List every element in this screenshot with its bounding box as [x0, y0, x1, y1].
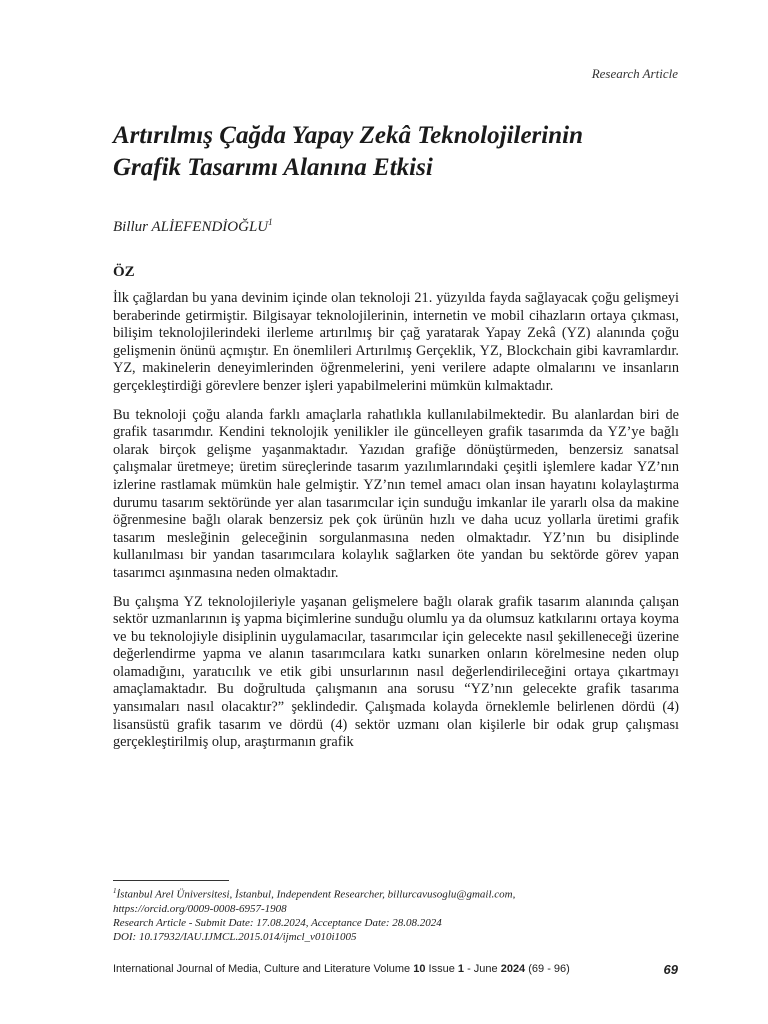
- article-type-label: Research Article: [591, 66, 678, 81]
- author: [113, 217, 273, 236]
- footnotes: [113, 884, 679, 944]
- abstract-paragraph-2: Bu teknoloji çoğu alanda farklı amaçlarla rahatlıkla kullanılabilmektedir. Bu alanlardan biri de grafik tasarımdır. Kendini teknolojik yenilikler ile güncelleyen grafik tasarımda da YZ’ye bağlı olarak birçok gelişme yaşanmaktadır. Yazıdan grafiğe dönüştürmeden, benzersiz sanatsal çalışmalar üretmeye; üretim süreçlerinde tasarım yazılımlarındaki çeşitli işlemlere kadar YZ’nın izlerine rastlamak mümkün hale gelmiştir. YZ’nın temel amacı olan insan hayatını kolaylaştırma durumu tasarım sektöründe yer alan tasarımcılar için sunduğu imkanlar ile yararlı olsa da makine öğrenmesine bağlı olarak benzersiz pek çok ürünün hızlı ve daha ucuz yollarla üretimi grafik tasarım mesleğinin geleceğinin sorgulanmasına neden olmaktadır. YZ’nın bu disiplinde kullanılması bir yandan tasarımcılara kolaylık sağlarken öte yandan bu sektörde görev yapan tasarımcı aşınmasına neden olmaktadır.: [113, 406, 679, 581]
- author-footnote-marker: 1: [268, 217, 273, 227]
- footer-issue: 1: [457, 963, 465, 975]
- abstract-paragraph-1: İlk çağlardan bu yana devinim içinde olan teknoloji 21. yüzyılda fayda sağlayacak çoğu gelişmeyi beraberinde getirmiştir. Bilgisayar teknolojilerinin, internetin ve mobil cihazların ortaya çıkması, bilişim teknolojilerindeki ilerleme artırılmış bir çağ yaratarak Yapay Zekâ (YZ) alanında çoğu gelişmenin önünü açmıştır. En önemlileri Artırılmış Gerçeklik, YZ, Blockchain gibi kavramlardır. YZ, makinelerin deneyimlerinden öğrenmelerini, yeni verilere adapte olmalarını ve insanların gerçekleştirdiği görevlere benzer işleri yapabilmelerini mümkün kılmaktadır.: [113, 290, 679, 394]
- footnote-doi: DOI: 10.17932/IAU.IJMCL.2015.014/ijmcl_v010i1005: [113, 931, 357, 944]
- footer-year: 2024: [500, 963, 526, 975]
- title-line-2: Grafik Tasarımı Alanına Etkisi: [113, 154, 433, 181]
- title-line-1: Artırılmış Çağda Yapay Zekâ Teknolojilerinin: [113, 122, 583, 149]
- paper-title: [113, 120, 673, 184]
- footer-pages: (69 - 96): [525, 963, 570, 975]
- abstract-paragraph-3: Bu çalışma YZ teknolojileriyle yaşanan gelişmelere bağlı olarak grafik tasarım alanında çalışan sektör uzmanlarının iş yapma biçimlerine sunduğu olumlu ya da olumsuz katkılarını ortaya koyma ve bu teknolojiyle disiplinin uygulamacılar, tasarımcılar için gelecekte nasıl şekilleneceği üzerine değerlendirme yapma ve alanın tasarımcılara katkı sunarken onların körelmesine neden olup olamadığını, yaratıcılık ve etik gibi unsurlarının nasıl değerlendirileceğini ortaya çıkartmayı amaçlamaktadır. Bu doğrultuda çalışmanın ana sorusu “YZ’nın gelecekte grafik tasarıma yansımaları nasıl olacaktır?” şeklindedir. Çalışmada kolayda örneklemle belirlenen dördü (4) lisansüstü grafik tasarım ve dördü (4) sektör uzmanı olan kişilerle bir odak grup çalışması gerçekleştirilmiş olup, araştırmanın grafik: [113, 593, 679, 751]
- abstract-body: [113, 290, 679, 763]
- author-name: Billur ALİEFENDİOĞLU: [113, 219, 269, 235]
- footnote-orcid: https://orcid.org/0009-0008-6957-1908: [113, 902, 287, 915]
- footnote-marker: 1: [113, 887, 117, 895]
- footnote-divider: [113, 880, 229, 881]
- footnote-affiliation: $^1$İstanbul Arel Üniversitesi, İstanbul, Independent Researcher, billurcavusoglu@gmail.com,: [113, 887, 516, 901]
- footer-volume: 10: [413, 963, 426, 975]
- journal-footer: International Journal of Media, Culture and Literature Volume 10 Issue 1 - June 2024 (69 - 96): [113, 963, 570, 975]
- page-number: 69: [663, 962, 678, 977]
- abstract-heading: ÖZ: [113, 264, 135, 280]
- footnote-dates: Research Article - Submit Date: 17.08.2024, Acceptance Date: 28.08.2024: [113, 917, 442, 930]
